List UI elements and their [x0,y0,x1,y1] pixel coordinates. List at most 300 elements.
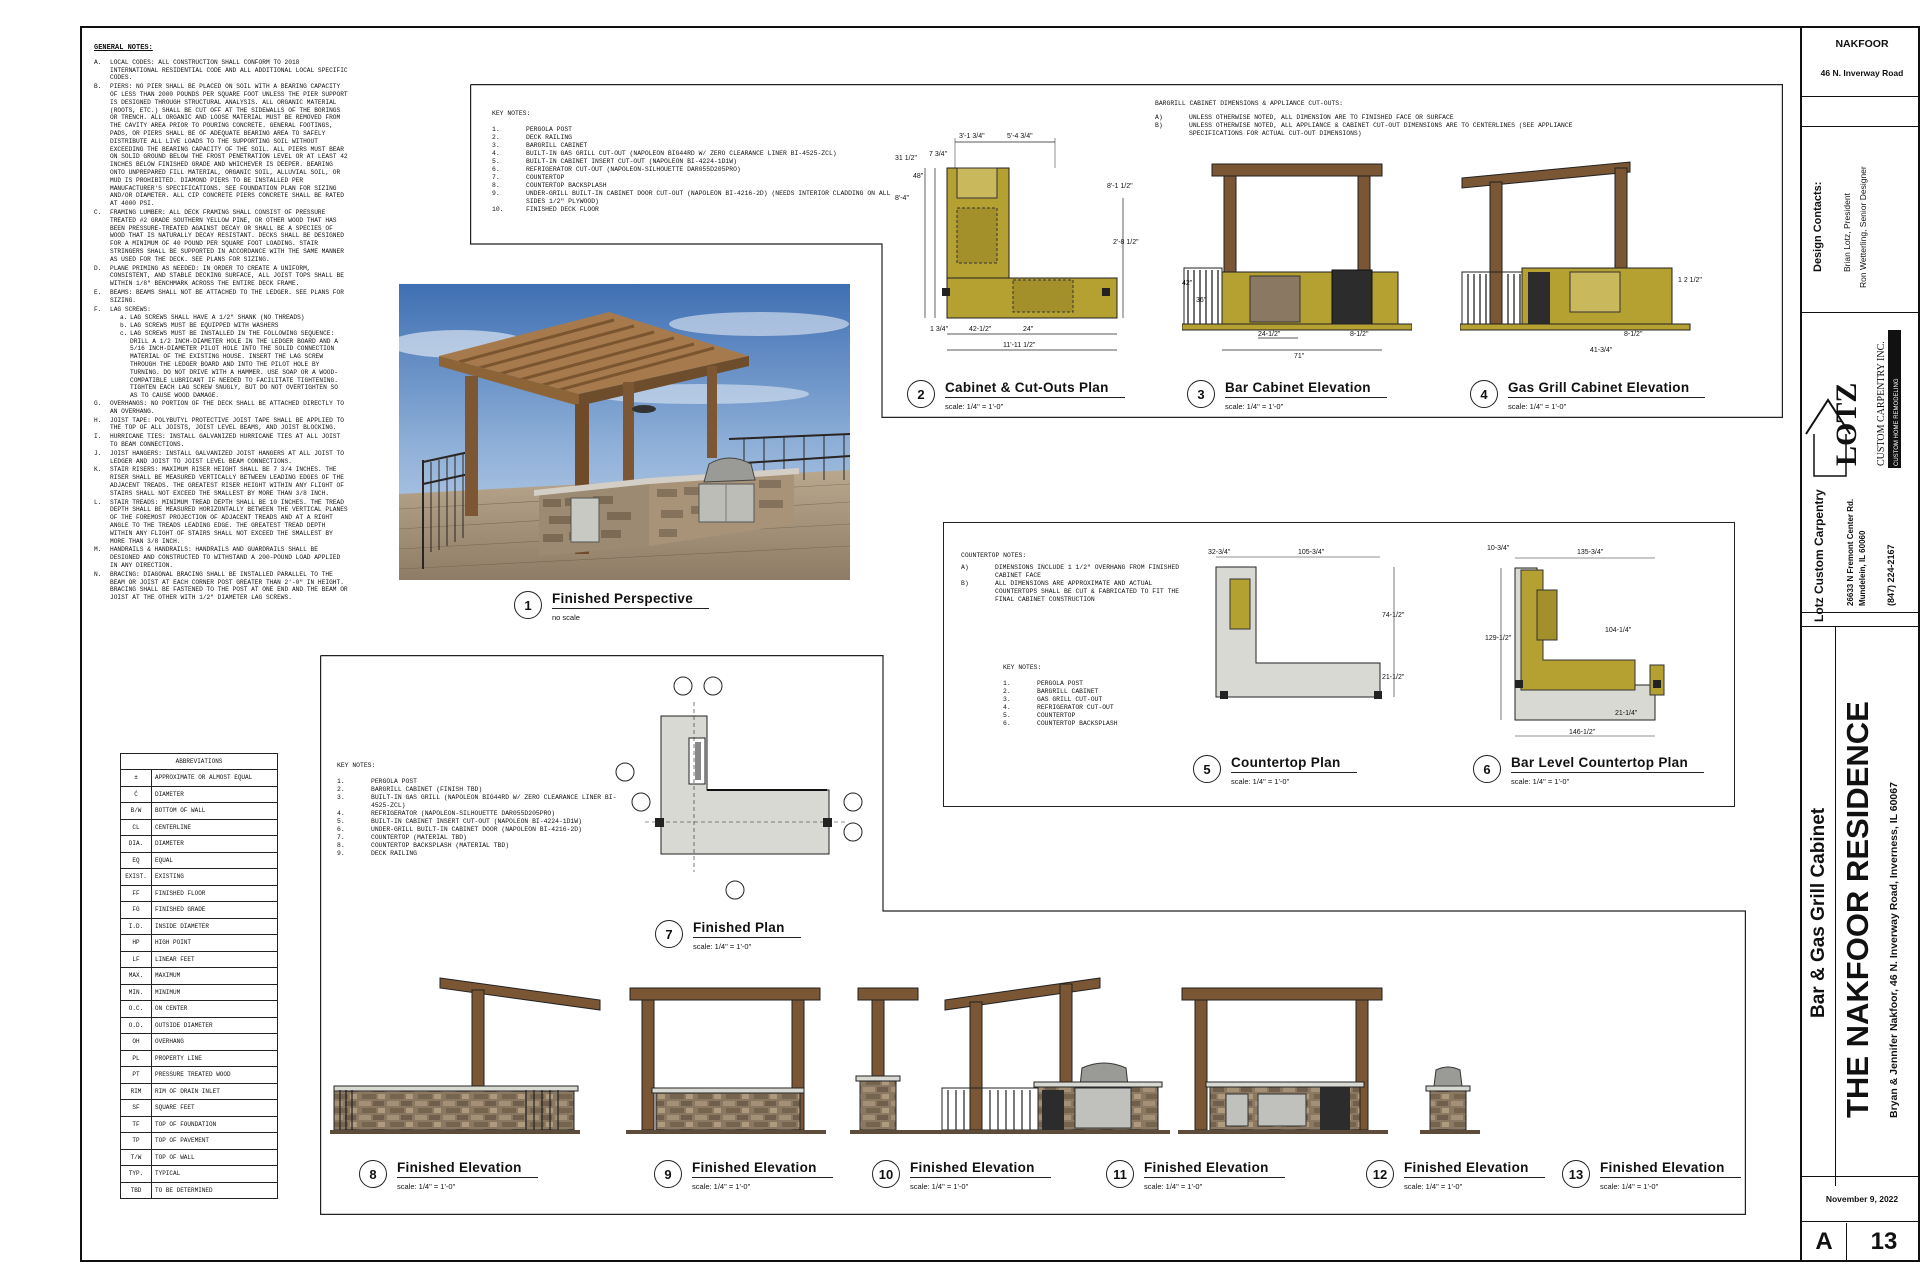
view-1-scale: no scale [552,613,580,622]
key-note-row [337,826,627,834]
view-11-title-block [1106,1160,1285,1191]
view-2-title-block [907,380,1125,411]
keynotes-countertop-title: KEY NOTES: [1003,664,1042,671]
elev4-dim-8-1-2: 8-1/2" [1624,331,1643,338]
abbreviation-row [121,1067,278,1084]
key-note-number: 5. [492,158,500,165]
general-note-item [94,306,349,314]
abbreviation-code: O.C. [121,1001,152,1018]
key-note-number: 9. [337,850,345,857]
abbreviation-code: B/W [121,803,152,820]
general-note-item [94,499,349,546]
abbreviation-row [121,1182,278,1199]
general-note-letter: F. [94,305,102,313]
ct6-dim-10-3-4: 10-3/4" [1487,545,1510,552]
ct5-dim-32-3-4: 32-3/4" [1208,549,1231,556]
ct5-dim-21-1-2: 21-1/2" [1382,674,1405,681]
view-5-scale: scale: 1/4" = 1'-0" [1231,777,1290,786]
key-note-text: COUNTERTOP BACKSPLASH (MATERIAL TBD) [371,842,510,849]
view-3-number: 3 [1187,380,1215,408]
key-note-number: 3. [337,794,345,801]
dim-42-1-2: 42-1/2" [969,326,992,333]
elev4-dim-1-2-1-2: 1 2 1/2" [1678,277,1702,284]
key-note-row [337,810,627,818]
abbreviation-row [121,819,278,836]
key-note-row [492,134,902,142]
abbreviation-code: PL [121,1050,152,1067]
key-note-row [337,850,627,858]
general-note-letter: M. [94,546,102,554]
abbreviation-meaning: INSIDE DIAMETER [152,918,278,935]
general-note-text: FRAMING LUMBER: ALL DECK FRAMING SHALL CONSIST OF PRESSURE TREATED #2 GRADE SOUTHERN YELLOW PINE, OR OTHER WOOD THAT HAS BEEN PRESSURE-TREATED AGAINST DECAY OR SHALL BE A SPECIES OF WOOD THAT IS NATURALLY DECAY RESISTANT. DECKS SHALL BE DESIGNED FOR A MINIMUM OF 40 POUND PER SQUARE FOOT LOADING. STAIR STRINGERS SHALL BE SUPPORTED IN ACCORDANCE WITH THE SAME MANNER AS USED FOR THE DECK. SEE PLANS FOR SIZING. [110,208,344,263]
ct6-dim-104-1-4: 104-1/4" [1605,627,1632,634]
abbreviation-meaning: HIGH POINT [152,935,278,952]
abbreviation-meaning: SQUARE FEET [152,1100,278,1117]
general-note-letter: H. [94,416,102,424]
view-10-title: Finished Elevation [910,1160,1051,1178]
abbreviation-code: RIM [121,1083,152,1100]
general-note-text: OVERHANGS: NO PORTION OF THE DECK SHALL BE ATTACHED DIRECTLY TO AN OVERHANG. [110,400,344,415]
abbreviation-code: LF [121,951,152,968]
abbreviation-code: CL [121,819,152,836]
abbreviation-code: OH [121,1034,152,1051]
cabinet-cutouts-plan-drawing [895,128,1145,358]
abbreviation-code: EXIST. [121,869,152,886]
key-note-number: 6. [1003,720,1011,727]
view-6-scale: scale: 1/4" = 1'-0" [1511,777,1570,786]
abbreviation-meaning: APPROXIMATE OR ALMOST EQUAL [152,770,278,787]
general-note-item [94,59,349,82]
view-1-number: 1 [514,591,542,619]
dim-3-1-3-4: 3'-1 3/4" [959,133,985,140]
general-note-text: JOIST HANGERS: INSTALL GALVANIZED JOIST HANGERS AT ALL JOIST TO LEDGER AND JOIST TO JOIST LEVEL BEAM CONNECTIONS. [110,449,344,465]
key-note-number: 7. [337,834,345,841]
view-8-title-block [359,1160,538,1191]
dim-8-4: 8'-4" [895,195,909,202]
key-note-text: DECK RAILING [526,134,573,141]
abbreviation-code: TF [121,1116,152,1133]
view-12-title-block [1366,1160,1545,1191]
key-note-text: UNLESS OTHERWISE NOTED, ALL APPLIANCE & CABINET CUT-OUT DIMENSIONS ARE TO CENTERLINES (SEE APPLIANCE SPECIFICATIONS FOR ACTUAL CUT-OUT DIMENSIONS) [1189,122,1573,137]
key-note-text: DECK RAILING [371,850,418,857]
abbreviation-row [121,1083,278,1100]
abbreviation-row [121,770,278,787]
abbreviation-meaning: RIM OF DRAIN INLET [152,1083,278,1100]
key-note-text: REFRIGERATOR (NAPOLEON-SILHOUETTE DAR055D205PRO) [371,810,556,817]
view-7-title: Finished Plan [693,920,801,938]
view-9-scale: scale: 1/4" = 1'-0" [692,1182,751,1191]
abbreviation-row [121,1149,278,1166]
company-address-line-2: Mundelein, IL 60060 [1858,530,1867,606]
view-2-title: Cabinet & Cut-Outs Plan [945,380,1125,398]
general-note-letter: D. [94,264,102,272]
key-note-number: 6. [337,826,345,833]
abbreviation-row [121,1100,278,1117]
dim-1-3-4: 1 3/4" [930,326,949,333]
view-2-scale: scale: 1/4" = 1'-0" [945,402,1004,411]
abbreviation-row [121,984,278,1001]
dim-11-11-1-2: 11'-11 1/2" [1003,342,1036,349]
abbreviation-meaning: LINEAR FEET [152,951,278,968]
key-note-number: 8. [337,842,345,849]
design-contact-senior-designer: Ron Wetterling, Senior Designer [1858,166,1868,288]
abbreviation-row [121,869,278,886]
general-note-item [94,546,349,569]
general-note-text: LOCAL CODES: ALL CONSTRUCTION SHALL CONFORM TO 2018 INTERNATIONAL RESIDENTIAL CODE AND ALL ADDITIONAL LOCAL SPECIFIC CODES. [110,58,348,82]
key-note-row [492,126,902,134]
abbreviation-meaning: CENTERLINE [152,819,278,836]
general-note-text: HANDRAILS & HANDRAILS: HANDRAILS AND GUARDRAILS SHALL BE DESIGNED AND CONSTRUCTED TO WITHSTAND A 200-POUND LOAD APPLIED IN ANY DIRECTION. [110,546,341,569]
logo-wordmark: LOTZ [1830,382,1863,466]
company-address-line-1: 26633 N Fremont Center Rd. [1846,498,1855,606]
countertop-notes-title: COUNTERTOP NOTES: [961,552,1027,559]
abbreviation-code: PT [121,1067,152,1084]
keynotes-top [492,110,902,214]
drawing-date: November 9, 2022 [1825,1194,1899,1204]
general-note-text: BEAMS: BEAMS SHALL NOT BE ATTACHED TO THE LEDGER. SEE PLANS FOR SIZING. [110,288,344,304]
general-note-letter: A. [94,58,102,66]
key-note-row [337,818,627,826]
key-note-text: UNLESS OTHERWISE NOTED, ALL DIMENSION ARE TO FINISHED FACE OR SURFACE [1189,114,1454,121]
key-note-text: ALL DIMENSIONS ARE APPROXIMATE AND ACTUAL COUNTERTOPS SHALL BE CUT & FABRICATED TO FIT THE FINAL CABINET CONSTRUCTION [995,580,1180,603]
key-note-row [492,150,902,158]
dim-2-8-1-2: 2'-8 1/2" [1113,239,1139,246]
general-note-letter: B. [94,83,102,91]
key-note-row [337,786,627,794]
general-note-text: PIERS: NO PIER SHALL BE PLACED ON SOIL WITH A BEARING CAPACITY OF LESS THAN 2000 POUNDS PER SQUARE FOOT UNLESS THE PIER SUPPORT IS DESIGNED THROUGH STRUCTURAL ANALYSIS. ALL ORGANIC MATERIAL (ROOTS, ETC.) SHALL BE CUT OFF AT THE SIDEWALLS OF THE BORINGS OR TRENCH. ALL ORGANIC AND LOOSE MATERIAL MUST BE REMOVED FROM THE CAVITY AREA PRIOR TO POURING CONCRETE. GENERAL FOOTINGS, PADS, OR PIERS SHALL BE OF ADEQUATE BEARING AREA TO SAFELY DISTRIBUTE ALL LIVE LOADS TO THE SUPPORTING SOIL WITHOUT EXCEEDING THE BEARING CAPACITY OF THE SOIL. ALL PIERS MUST BEAR ON SOLID GROUND BELOW THE FROST PENETRATION LEVEL OR AT LEAST 42 INCHES BELOW FINISHED GRADE AND WHICHEVER IS DEEPER. BEARING ONTO UNPREPARED FILL MATERIAL, ORGANIC SOIL, ALLUVIAL SOIL, OR MUD IS PROHIBITED. DIAMOND PIERS TO BE INSTALLED PER MANUFACTURER'S SPECIFICATIONS. SEE FOUNDATION PLAN FOR SIZING AND/OR DIAMETER. ALL CIP CONCRETE PIERS CONCRETE SHALL BE RATED AT 4000 PSI. [110,83,348,208]
key-note-number: 9. [492,190,500,197]
key-note-text: DIMENSIONS INCLUDE 1 1/2" OVERHANG FROM FINISHED CABINET FACE [995,564,1180,579]
key-note-row [492,158,902,166]
general-note-item [94,209,349,264]
key-note-number: 2. [337,786,345,793]
design-contact-president: Brian Lotz, President [1842,193,1852,272]
key-note-number: 4. [337,810,345,817]
key-note-text: BUILT-IN CABINET INSERT CUT-OUT (NAPOLEON BI-4224-1D1W) [526,158,737,165]
general-note-text: LAG SCREWS: [110,305,151,313]
finished-elevations-drawings [330,960,1740,1150]
abbreviation-meaning: TO BE DETERMINED [152,1182,278,1199]
key-note-number: 8. [492,182,500,189]
dim-31-1-2: 31 1/2" [895,155,917,162]
key-note-text: COUNTERTOP BACKSPLASH [1037,720,1118,727]
key-note-row [492,206,902,214]
key-note-number: 7. [492,174,500,181]
key-note-number: 3. [1003,696,1011,703]
abbreviation-code: HP [121,935,152,952]
key-note-text: COUNTERTOP [1037,712,1076,719]
view-12-number: 12 [1366,1160,1394,1188]
view-9-title: Finished Elevation [692,1160,833,1178]
project-name: THE NAKFOOR RESIDENCE [1840,701,1875,1118]
view-8-number: 8 [359,1160,387,1188]
abbreviation-meaning: FINISHED FLOOR [152,885,278,902]
abbreviation-code: Ć [121,786,152,803]
view-12-title: Finished Elevation [1404,1160,1545,1178]
design-contacts-label: Design Contacts: [1812,181,1824,272]
view-8-scale: scale: 1/4" = 1'-0" [397,1182,456,1191]
ct6-dim-129-1-2: 129-1/2" [1485,635,1512,642]
abbreviation-code: TBD [121,1182,152,1199]
general-note-text: PLANE PRIMING AS NEEDED: IN ORDER TO CREATE A UNIFORM, CONSISTENT, AND STABLE DECKING SURFACE, ALL JOIST TOPS SHALL BE WITHIN 1/8" BENCHMARK ACROSS THE ENTIRE DECK FRAME. [110,264,344,288]
view-4-title-block [1470,380,1705,411]
general-note-item [94,466,349,497]
abbreviation-row [121,968,278,985]
general-note-item [94,417,349,433]
general-notes [94,45,349,603]
ct5-dim-105-3-4: 105-3/4" [1298,549,1325,556]
abbreviation-meaning: MINIMUM [152,984,278,1001]
abbreviation-meaning: TOP OF PAVEMENT [152,1133,278,1150]
general-note-subitem [94,314,349,322]
view-6-number: 6 [1473,755,1501,783]
view-12-scale: scale: 1/4" = 1'-0" [1404,1182,1463,1191]
key-note-text: BARGRILL CABINET (FINISH TBD) [371,786,483,793]
abbreviation-row [121,1050,278,1067]
abbreviation-meaning: EXISTING [152,869,278,886]
abbreviation-code: ± [121,770,152,787]
key-note-row [337,794,627,810]
key-note-row [961,580,1191,604]
abbreviation-code: EQ [121,852,152,869]
abbreviation-meaning: FINISHED GRADE [152,902,278,919]
general-note-subitem [94,330,349,400]
logo-subtitle: CUSTOM CARPENTRY INC. [1876,341,1887,466]
abbreviation-code: FF [121,885,152,902]
dim-7-3-4: 7 3/4" [929,151,948,158]
abbreviation-meaning: TOP OF FOUNDATION [152,1116,278,1133]
view-10-title-block [872,1160,1051,1191]
key-note-number: A) [1155,114,1163,121]
elev3-dim-42: 42" [1182,280,1193,287]
general-note-sub-letter: b. [120,322,128,330]
abbreviation-row [121,951,278,968]
view-7-number: 7 [655,920,683,948]
key-note-text: BUILT-IN CABINET INSERT CUT-OUT (NAPOLEON BI-4224-1D1W) [371,818,582,825]
abbreviation-row [121,1116,278,1133]
general-note-letter: J. [94,449,102,457]
general-note-text: BRACING: DIAGONAL BRACING SHALL BE INSTALLED PARALLEL TO THE BEAM OR JOIST AT EACH CORNER POST GREATER THAN 2'-0" IN HEIGHT. BRACING SHALL BE FASTENED TO THE POST AT ONE END AND THE BEAM OR JOIST AT THE OTHER WITH 1/2" DIAMETER LAG SCREWS. [110,570,348,602]
key-note-text: COUNTERTOP BACKSPLASH [526,182,607,189]
abbreviation-meaning: MAXIMUM [152,968,278,985]
abbreviation-meaning: TYPICAL [152,1166,278,1183]
general-note-sub-text: LAG SCREWS SHALL HAVE A 1/2" SHANK (NO THREADS) [130,314,305,322]
ct6-dim-146-1-2: 146-1/2" [1569,729,1596,736]
abbreviation-row [121,1034,278,1051]
view-6-title: Bar Level Countertop Plan [1511,755,1704,773]
general-note-item [94,433,349,449]
key-note-text: REFRIGERATOR CUT-OUT [1037,704,1114,711]
key-note-text: PERGOLA POST [526,126,573,133]
key-note-number: 2. [1003,688,1011,695]
countertop-notes [961,552,1191,604]
abbreviation-row [121,902,278,919]
finished-plan-drawing [605,672,875,902]
key-note-row [1155,122,1575,138]
view-9-title-block [654,1160,833,1191]
abbreviation-meaning: BOTTOM OF WALL [152,803,278,820]
general-note-sub-letter: c. [120,329,128,337]
view-4-title: Gas Grill Cabinet Elevation [1508,380,1705,398]
view-13-title: Finished Elevation [1600,1160,1741,1178]
view-10-number: 10 [872,1160,900,1188]
elev3-dim-36: 36" [1196,297,1207,304]
general-note-letter: G. [94,400,102,408]
abbreviation-code: FG [121,902,152,919]
key-note-number: 4. [1003,704,1011,711]
key-note-text: PERGOLA POST [371,778,418,785]
general-note-item [94,83,349,208]
key-note-number: B) [1155,122,1163,129]
view-3-title-block [1187,380,1387,411]
view-1-title: Finished Perspective [552,591,709,609]
abbreviation-row [121,803,278,820]
ct6-dim-135-3-4: 135-3/4" [1577,549,1604,556]
key-note-text: BUILT-IN GAS GRILL CUT-OUT (NAPOLEON BIG44RD W/ ZERO CLEARANCE LINER BI-4525-ZCL) [526,150,837,157]
abbreviation-row [121,1166,278,1183]
view-10-scale: scale: 1/4" = 1'-0" [910,1182,969,1191]
view-3-title: Bar Cabinet Elevation [1225,380,1387,398]
key-note-row [492,166,902,174]
general-note-text: STAIR TREADS: MINIMUM TREAD DEPTH SHALL BE 10 INCHES. THE TREAD DEPTH SHALL BE MEASURED HORIZONTALLY BETWEEN THE VERTICAL PLANES OF THE FOREMOST PROJECTION OF ADJACENT TREADS AND AT A RIGHT ANGLE TO THE TREADS LEADING EDGE. THE GREATEST TREAD DEPTH WITHIN ANY FLIGHT OF STAIRS SHALL NOT EXCEED THE SMALLEST BY MORE THAN 3/8 INCH. [110,498,348,545]
key-note-number: 6. [492,166,500,173]
client-name: NAKFOOR [1835,38,1889,50]
general-note-text: JOIST TAPE: POLYBUTYL PROTECTIVE JOIST TAPE SHALL BE APPLIED TO THE TOP OF ALL JOISTS, JOIST LEVEL BEAMS, AND JOIST BLOCKING. [110,416,344,432]
dim-5-4-3-4: 5'-4 3/4" [1007,133,1033,140]
project-type: Bar & Gas Grill Cabinet [1808,807,1829,1018]
general-note-letter: I. [94,433,102,441]
abbreviation-code: O.D. [121,1017,152,1034]
abbreviation-row [121,786,278,803]
title-block-sidebar [1800,26,1920,1262]
key-note-text: BARGRILL CABINET [526,142,588,149]
view-3-scale: scale: 1/4" = 1'-0" [1225,402,1284,411]
key-note-number: 5. [1003,712,1011,719]
general-note-item [94,289,349,305]
company-logo [1802,316,1920,480]
view-13-title-block [1562,1160,1741,1191]
key-note-text: UNDER-GRILL BUILT-IN CABINET DOOR CUT-OUT (NAPOLEON BI-4216-2D) (NEEDS INTERIOR CLADDING ON ALL SIDES 1/2" PLYWOOD) [526,190,891,205]
cabinet-dimension-notes-title: BARGRILL CABINET DIMENSIONS & APPLIANCE CUT-OUTS: [1155,100,1343,107]
abbreviations-table [120,753,278,1199]
view-13-number: 13 [1562,1160,1590,1188]
view-11-title: Finished Elevation [1144,1160,1285,1178]
abbreviation-code: MAX. [121,968,152,985]
key-note-text: BUILT-IN GAS GRILL (NAPOLEON BIG44RD W/ ZERO CLEARANCE LINER BI-4525-ZCL) [371,794,617,809]
key-note-number: 1. [1003,680,1011,687]
key-note-text: COUNTERTOP [526,174,565,181]
logo-tagline: CUSTOM HOME REMODELING [1894,378,1900,466]
sheet-number: 13 [1870,1227,1898,1255]
gas-grill-cabinet-elevation-drawing [1460,160,1720,360]
dim-24: 24" [1023,326,1034,333]
general-note-letter: L. [94,498,102,506]
abbreviation-code: MIN. [121,984,152,1001]
general-note-text: HURRICANE TIES: INSTALL GALVANIZED HURRICANE TIES AT ALL JOIST TO BEAM CONNECTIONS. [110,433,341,449]
view-11-number: 11 [1106,1160,1134,1188]
key-note-text: BARGRILL CABINET [1037,688,1099,695]
view-1-title-block [514,591,709,622]
general-note-letter: K. [94,466,102,474]
view-13-scale: scale: 1/4" = 1'-0" [1600,1182,1659,1191]
key-note-text: COUNTERTOP (MATERIAL TBD) [371,834,467,841]
general-note-item [94,400,349,416]
key-note-number: 5. [337,818,345,825]
company-phone: (847) 224-2167 [1886,544,1896,606]
general-note-text: STAIR RISERS: MAXIMUM RISER HEIGHT SHALL BE 7 3/4 INCHES. THE RISER SHALL BE MEASURED VERTICALLY BETWEEN LEADING EDGES OF THE ADJACENT TREADS. THE GREATEST RISER HEIGHT WITHIN ANY FLIGHT OF STAIRS SHALL NOT EXCEED THE SMALLEST BY MORE THAN 3/8 INCH. [110,466,344,497]
key-note-row [1155,114,1575,122]
project-address: Bryan & Jennifer Nakfoor, 46 N. Inverway Road, Inverness, IL 60067 [1888,782,1900,1118]
sheet-letter: A [1802,1223,1847,1260]
view-4-scale: scale: 1/4" = 1'-0" [1508,402,1567,411]
general-note-sub-text: LAG SCREWS MUST BE INSTALLED IN THE FOLLOWING SEQUENCE: DRILL A 1/2 INCH-DIAMETER HOLE IN THE LEDGER BOARD AND A 5/16 INCH-DIAMETER PILOT HOLE INTO THE SOLID CONNECTION MATERIAL OF THE EXISTING HOUSE. INSERT THE LAG SCREW THROUGH THE LEDGER BOARD AND INTO THE PILOT HOLE BY TURNING. DO NOT DRIVE WITH A HAMMER. USE SOAP OR A WOOD-COMPATIBLE LUBRICANT IF NEEDED TO FACILITATE TIGHTENING. TIGHTEN EACH LAG SCREW SNUGLY, BUT DO NOT OVERTIGHTEN SO AS TO CAUSE WOOD DAMAGE. [130,329,338,400]
key-note-text: GAS GRILL CUT-OUT [1037,696,1103,703]
abbreviation-meaning: PRESSURE TREATED WOOD [152,1067,278,1084]
view-8-title: Finished Elevation [397,1160,538,1178]
dim-48: 48" [913,173,924,180]
key-note-number: 3. [492,142,500,149]
key-note-row [337,842,627,850]
abbreviation-row [121,836,278,853]
abbreviation-row [121,1133,278,1150]
key-note-number: A) [961,564,969,571]
abbreviation-row [121,1001,278,1018]
abbreviations-title: ABBREVIATIONS [121,754,278,770]
key-note-row [492,174,902,182]
key-note-number: 4. [492,150,500,157]
abbreviation-row [121,935,278,952]
abbreviation-code: DIA. [121,836,152,853]
view-7-title-block [655,920,801,951]
company-name: Lotz Custom Carpentry [1812,489,1826,622]
view-7-scale: scale: 1/4" = 1'-0" [693,942,752,951]
elev3-dim-24-1-2: 24-1/2" [1258,331,1281,338]
key-note-text: REFRIGERATOR CUT-OUT (NAPOLEON-SILHOUETTE DAR055D205PRO) [526,166,741,173]
abbreviation-code: SF [121,1100,152,1117]
key-note-number: B) [961,580,969,587]
keynotes-plan-title: KEY NOTES: [337,762,376,769]
key-note-row [492,190,902,206]
view-5-number: 5 [1193,755,1221,783]
bar-cabinet-elevation-drawing [1182,160,1412,360]
view-9-number: 9 [654,1160,682,1188]
abbreviation-row [121,852,278,869]
dim-8-1-1-2: 8'-1 1/2" [1107,183,1133,190]
general-note-item [94,571,349,602]
abbreviation-meaning: OUTSIDE DIAMETER [152,1017,278,1034]
key-note-row [337,778,627,786]
key-note-row [492,142,902,150]
abbreviation-code: TP [121,1133,152,1150]
ct6-dim-21-1-4: 21-1/4" [1615,710,1638,717]
elev4-dim-41-3-4: 41-3/4" [1590,347,1613,354]
general-note-letter: C. [94,208,102,216]
client-address: 46 N. Inverway Road [1820,68,1904,78]
elev3-dim-8-1-2: 8-1/2" [1350,331,1369,338]
abbreviation-meaning: DIAMETER [152,786,278,803]
key-note-row [492,182,902,190]
general-notes-title: GENERAL NOTES: [94,44,153,52]
abbreviation-meaning: DIAMETER [152,836,278,853]
abbreviation-row [121,1017,278,1034]
abbreviation-meaning: OVERHANG [152,1034,278,1051]
ct5-dim-74-1-2: 74-1/2" [1382,612,1405,619]
view-4-number: 4 [1470,380,1498,408]
key-note-number: 1. [492,126,500,133]
elev3-dim-71: 71" [1294,353,1305,360]
abbreviation-meaning: EQUAL [152,852,278,869]
keynotes-plan [337,762,627,858]
